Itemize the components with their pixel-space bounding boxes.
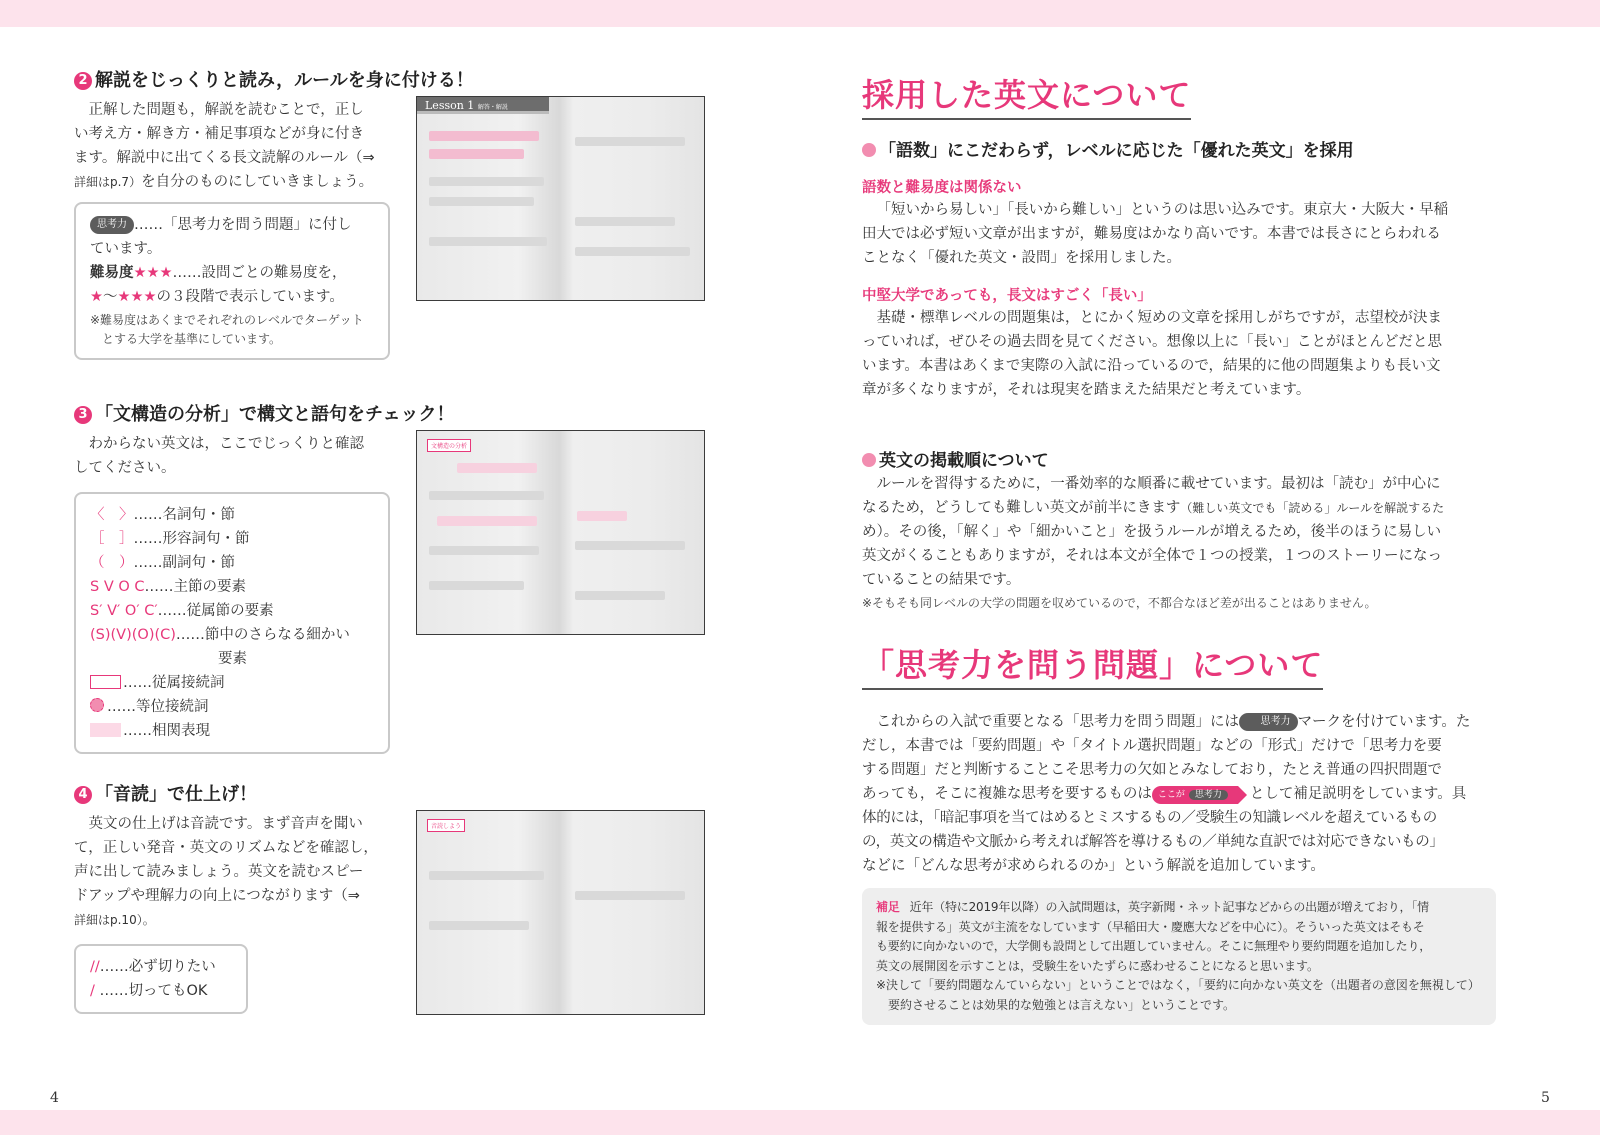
section-2 (74, 66, 474, 346)
supplement-note: ※決して「要約問題なんていらない」ということではなく，「要約に向かない英文を（出題者の意図を無視して）要約させることは効果的な勉強とは言えない」ということです。 (876, 978, 1480, 1012)
thumbnail-header: Lesson 1 解答・解説 (417, 97, 549, 114)
body-line: 英文の仕上げは音読です。まず音声を聞い (88, 816, 363, 832)
top-band (0, 0, 1600, 27)
body-line: て，正しい発音・英文のリズムなどを確認し， (74, 840, 378, 856)
structure-thumbnail: 文構造の分析 (416, 430, 705, 635)
supplement-box: 補足 近年（特に2019年以降）の入試問題は，英字新聞・ネット記事などからの出題が増えており，「情 報を提供する」英文が主流をなしています（早稲田大・慶應大などを中心に）。そういった英文はそもそ も要約に向かないので，大学側も設問として出題していません。そこに無理やり要約問題を追加したり， 英文の展開図を示すことは，受験生をいたずらに惑わせることになると思います。 ※決して「要約問題なんていらない」ということではなく，「要約に向かない英文を（出題者の意図を無視して）要約させることは効果的な勉強とは言えない」ということです。 (862, 888, 1496, 1025)
bottom-band (0, 1110, 1600, 1135)
dashed-box-swatch (90, 698, 104, 712)
number-badge: 2 (74, 72, 92, 90)
ondoku-thumbnail: 音読しよう (416, 810, 705, 1015)
body-line: い考え方・解き方・補足事項などが身に付き (74, 126, 364, 142)
sample-page-thumbnail (416, 96, 705, 301)
subheading-word-count: 「語数」にこだわらず，レベルに応じた「優れた英文」を採用 (862, 136, 1354, 161)
highlight-swatch (90, 723, 121, 737)
point-heading: 語数と難易度は関係ない (862, 180, 1022, 196)
subheading-order: 英文の掲載順について (862, 446, 1049, 471)
paragraph-4: これからの入試で重要となる「思考力を問う問題」には 思考力 マークを付けています。た だし，本書では「要約問題」や「タイトル選択問題」などの「形式」だけで「思考力を要 する問題」だと判断することこそ思考力の欠如とみなしており，たとえ普通の四択問題で あっても，そこに複雑な思考を要するものは ここが 思考力 として補足説明をしています。具 体的には，「暗記事項を当てはめるとミスするもの／受験生の知識レベルを超えているもの の，英文の構造や文脈から考えれば解答を導けるもの／単純な直訳では対応できないもの」 などに「どんな思考が求められるのか」という解説を追加しています。 (862, 714, 1471, 874)
bullet-dot (862, 453, 876, 467)
legend-box-structure: 〈 〉……名詞句・節 ［ ］……形容詞句・節 （ ）……副詞句・節 S V O C……主節の要素 S′ V′ O′ C′……従属節の要素 (S)(V)(O)(C)……節中のさらなる細かい 要素 ……従属接続詞 ……等位接続詞 ……相関表現 (74, 492, 390, 754)
difficulty-note: ※難易度はあくまでそれぞれのレベルでターゲットとする大学を基準にしています。 (90, 313, 364, 346)
body-line: 正解した問題も，解説を読むことで，正し (88, 102, 364, 118)
body-line: 声に出して読みましょう。英文を読むスピー (74, 864, 364, 880)
section-2-heading: 2 解説をじっくりと読み，ルールを身に付ける！ (74, 66, 474, 92)
number-badge: 3 (74, 406, 92, 424)
paragraph-2: 基礎・標準レベルの問題集は，とにかく短めの文章を採用しがちですが，志望校が決ま っていれば，ぜひその過去問を見てください。想像以上に「長い」ことがほとんどだと思 います。本書はあくまで実際の入試に沿っているので，結果的に他の問題集よりも長い文 章が多くなりますが，それは現実を踏まえた結果だと考えています。 (862, 310, 1442, 398)
shikouryoku-badge: 思考力 (90, 216, 134, 234)
footnote: ※そもそも同レベルの大学の問題を収めているので，不都合なほど差が出ることはありません。 (862, 596, 1377, 610)
page-number-right: 5 (1541, 1090, 1550, 1106)
kokoga-arrow-tag: ここが 思考力 (1152, 786, 1238, 804)
paragraph-3: ルールを習得するために，一番効率的な順番に載せています。最初は「読む」が中心に なるため，どうしても難しい英文が前半にきます（難しい英文でも「読める」ルールを解説するた め）。その後，「解く」や「細かいこと」を扱うルールが増えるため，後半のほうに易しい 英文がくることもありますが，それは本文が全体で１つの授業，１つのストーリーになっ ていることの結果です。 ※そもそも同レベルの大学の問題を収めているので，不都合なほど差が出ることはありません。 (862, 472, 1502, 613)
body-line: ドアップや理解力の向上につながります（⇒ (74, 888, 360, 904)
heading-thinking: 「思考力を問う問題」について (862, 640, 1323, 690)
section-4-heading: 4 「音読」で仕上げ！ (74, 780, 378, 806)
section-3 (74, 400, 454, 754)
legend-box-difficulty: 思考力 ……「思考力を問う問題」に付し ています。 難易度★★★……設問ごとの難易度を， ★〜★★★の３段階で表示しています。 ※難易度はあくまでそれぞれのレベルでターゲットとする大学を基準にしています。 (74, 202, 390, 360)
star-icon: ★★★ (133, 265, 173, 281)
body-line: ます。解説中に出てくる長文読解のルール（⇒ (74, 150, 375, 166)
body-line: してください。 (74, 460, 176, 476)
star-icon: ★ (90, 289, 103, 305)
body-line: 詳細はp.7）を自分のものにしていきましょう。 (74, 174, 374, 190)
number-badge: 4 (74, 786, 92, 804)
section-4 (74, 780, 378, 1014)
legend-box-slash: //……必ず切りたい / ……切ってもOK (74, 944, 248, 1014)
solid-box-swatch (90, 675, 121, 689)
body-line: 詳細はp.10）。 (74, 913, 155, 927)
point-heading: 中堅大学であっても，長文はすごく「長い」 (862, 288, 1152, 304)
star-icon: ★★★ (117, 289, 157, 305)
supplement-label: 補足 (876, 900, 900, 914)
heading-adopted-texts: 採用した英文について (862, 70, 1191, 120)
page-number-left: 4 (50, 1090, 59, 1106)
bullet-dot (862, 143, 876, 157)
paragraph-1: 「短いから易しい」「長いから難しい」というのは思い込みです。東京大・大阪大・早稲 田大では必ず短い文章が出ますが，難易度はかなり高いです。本書では長さにとらわれる ことなく「優れた英文・設問」を採用しました。 (862, 202, 1449, 266)
body-line: わからない英文は，ここでじっくりと確認 (88, 436, 364, 452)
shikouryoku-badge: 思考力 (1239, 713, 1298, 731)
section-3-heading: 3 「文構造の分析」で構文と語句をチェック！ (74, 400, 454, 426)
